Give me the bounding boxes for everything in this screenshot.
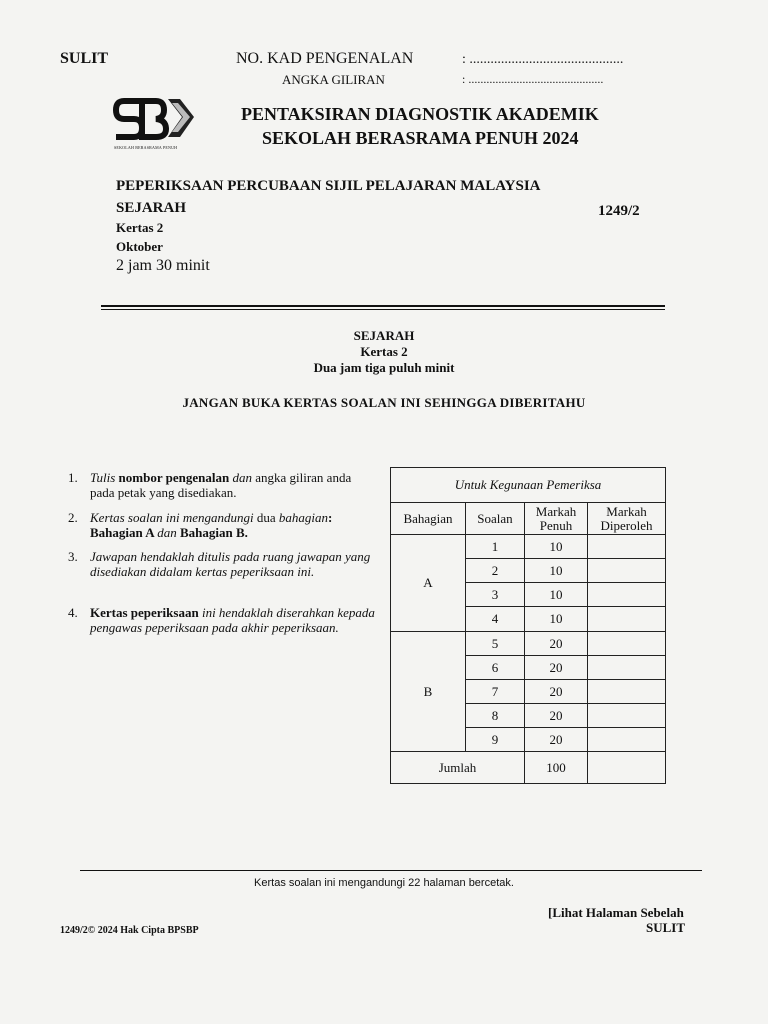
- score-input-cell[interactable]: [588, 607, 666, 632]
- instruction-text: Kertas peperiksaan: [90, 605, 199, 620]
- center-paper: Kertas 2: [360, 344, 408, 359]
- soalan-cell: 3: [466, 583, 525, 607]
- header-bahagian: Bahagian: [391, 503, 466, 535]
- soalan-cell: 5: [466, 632, 525, 656]
- total-label: Jumlah: [391, 752, 525, 784]
- id-number-label: NO. KAD PENGENALAN: [236, 50, 414, 67]
- instruction-text: ini hendaklah diserahkan kepada pengawas peperiksaan pada akhir peperiksaan.: [90, 605, 375, 635]
- center-subject: SEJARAH: [353, 328, 415, 343]
- soalan-cell: 9: [466, 728, 525, 752]
- markah-cell: 20: [525, 680, 588, 704]
- page-count: Kertas soalan ini mengandungi 22 halaman bercetak.: [254, 877, 514, 889]
- score-input-cell[interactable]: [588, 559, 666, 583]
- logo-caption: SEKOLAH BERASRAMA PENUH: [114, 145, 178, 150]
- exam-name: PEPERIKSAAN PERCUBAAN SIJIL PELAJARAN MALAYSIA: [116, 178, 541, 194]
- center-duration: Dua jam tiga puluh minit: [313, 360, 455, 375]
- instruction-number: 4.: [68, 605, 78, 620]
- exam-duration: 2 jam 30 minit: [116, 257, 210, 274]
- instruction-text: Bahagian B.: [176, 525, 248, 540]
- instruction-text: Jawapan hendaklah ditulis pada ruang jawapan yang disediakan didalam kertas peperiksaan ini.: [90, 549, 371, 579]
- sulit-label: SULIT: [60, 50, 109, 67]
- markah-cell: 20: [525, 704, 588, 728]
- instruction-text: dua: [253, 510, 279, 525]
- header-markah-penuh: Markah Penuh: [525, 503, 588, 535]
- soalan-cell: 6: [466, 656, 525, 680]
- markah-cell: 10: [525, 583, 588, 607]
- instruction-text: dan: [232, 470, 252, 485]
- instruction-text: angka giliran anda pada petak yang disediakan.: [90, 470, 352, 500]
- footer-sulit: SULIT: [646, 920, 686, 935]
- markah-cell: 10: [525, 607, 588, 632]
- section-b: B: [391, 632, 466, 752]
- instruction-text: bahagian: [278, 510, 328, 525]
- score-input-cell[interactable]: [588, 632, 666, 656]
- title-line1: PENTAKSIRAN DIAGNOSTIK AKADEMIK: [241, 104, 599, 124]
- warning-text: JANGAN BUKA KERTAS SOALAN INI SEHINGGA DIBERITAHU: [182, 395, 586, 410]
- header-markah-diperoleh: Markah Diperoleh: [588, 503, 666, 535]
- next-page-note: [Lihat Halaman Sebelah: [548, 905, 684, 920]
- instruction-number: 3.: [68, 549, 78, 564]
- score-input-cell[interactable]: [588, 535, 666, 559]
- table-row: [391, 535, 666, 559]
- id-number-field[interactable]: : ............................................: [462, 52, 624, 67]
- instruction-text: nombor pengenalan: [115, 470, 233, 485]
- exam-subject: SEJARAH: [116, 200, 187, 216]
- title-line2: SEKOLAH BERASRAMA PENUH 2024: [262, 128, 579, 148]
- angka-giliran-label: ANGKA GILIRAN: [282, 72, 385, 87]
- soalan-cell: 2: [466, 559, 525, 583]
- instruction-text: : Bahagian A: [90, 510, 333, 540]
- angka-giliran-field[interactable]: : .............................................: [462, 72, 604, 86]
- markah-cell: 10: [525, 559, 588, 583]
- exam-code: 1249/2: [598, 203, 640, 219]
- markah-cell: 20: [525, 728, 588, 752]
- examiner-table: [390, 467, 666, 784]
- score-input-cell[interactable]: [588, 583, 666, 607]
- soalan-cell: 4: [466, 607, 525, 632]
- header-soalan: Soalan: [466, 503, 525, 535]
- copyright: 1249/2© 2024 Hak Cipta BPSBP: [60, 925, 199, 936]
- score-input-cell[interactable]: [588, 728, 666, 752]
- markah-cell: 10: [525, 535, 588, 559]
- divider-top: [101, 305, 665, 307]
- score-input-cell[interactable]: [588, 680, 666, 704]
- table-row: [391, 632, 666, 656]
- total-row: [391, 752, 666, 784]
- markah-cell: 20: [525, 632, 588, 656]
- total-value: 100: [525, 752, 588, 784]
- total-score-cell[interactable]: [588, 752, 666, 784]
- exam-month: Oktober: [116, 239, 163, 254]
- table-title: Untuk Kegunaan Pemeriksa: [391, 468, 666, 503]
- instruction-number: 2.: [68, 510, 78, 525]
- markah-cell: 20: [525, 656, 588, 680]
- soalan-cell: 8: [466, 704, 525, 728]
- soalan-cell: 7: [466, 680, 525, 704]
- instruction-text: Tulis: [90, 470, 116, 485]
- instruction-text: dan: [157, 525, 177, 540]
- instruction-text: Kertas soalan ini mengandungi: [90, 510, 254, 525]
- score-input-cell[interactable]: [588, 704, 666, 728]
- score-input-cell[interactable]: [588, 656, 666, 680]
- instruction-number: 1.: [68, 470, 78, 485]
- divider-bottom: [80, 870, 702, 871]
- divider-top-2: [101, 309, 665, 310]
- soalan-cell: 1: [466, 535, 525, 559]
- section-a: A: [391, 535, 466, 632]
- exam-paper: Kertas 2: [116, 220, 164, 235]
